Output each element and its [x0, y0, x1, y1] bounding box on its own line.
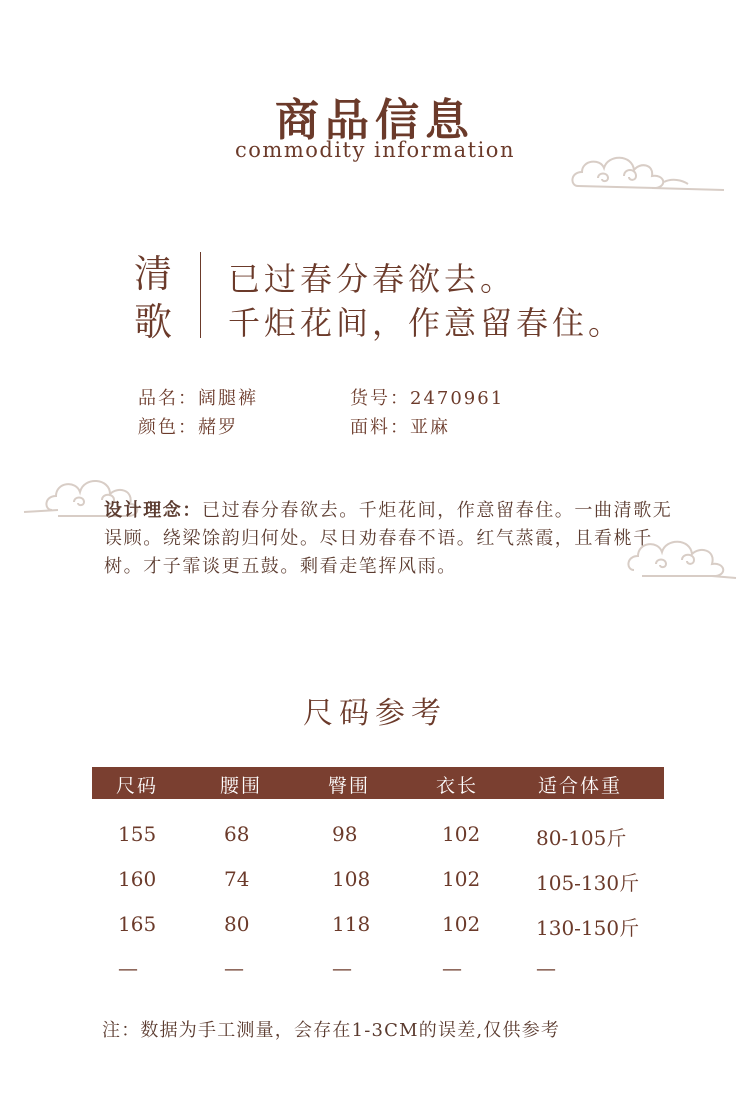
table-cell: — [224, 956, 244, 980]
product-name-value: 阔腿裤 [198, 388, 258, 409]
product-fabric-row [350, 413, 450, 439]
measurement-note: 注：数据为手工测量，会存在1-3CM的误差,仅供参考 [102, 1020, 561, 1041]
table-cell: 98 [332, 822, 358, 846]
size-table-header [92, 767, 664, 799]
table-cell: 155 [118, 822, 157, 846]
product-color-label: 颜色： [138, 417, 198, 438]
design-text: 已过春分春欲去。千炬花间，作意留春住。一曲清歌无误顾。绕梁馀韵归何处。尽日劝春春不语。红气蒸霞，且看桃千树。才子霏谈更五鼓。剩看走笔挥风雨。 [104, 500, 673, 577]
table-cell: — [332, 956, 352, 980]
design-concept [104, 497, 684, 581]
product-fabric-value: 亚麻 [410, 417, 450, 438]
product-name-row [138, 384, 258, 410]
table-cell: 80-105斤 [536, 826, 627, 850]
product-sku-label: 货号： [350, 388, 410, 409]
table-cell: 130-150斤 [536, 916, 640, 940]
table-cell: 160 [118, 867, 157, 891]
page-subtitle: commodity information [235, 138, 515, 162]
table-cell: — [118, 956, 138, 980]
header-cell: 衣长 [436, 775, 479, 797]
header-cell: 适合体重 [538, 775, 623, 797]
table-cell: 102 [442, 822, 481, 846]
header-cell: 臀围 [328, 775, 371, 797]
table-cell: 80 [224, 912, 250, 936]
table-cell: — [536, 956, 556, 980]
size-section-title: 尺码参考 [303, 696, 447, 731]
poem-line-2: 千炬花间，作意留春住。 [228, 304, 625, 342]
table-cell: 118 [332, 912, 371, 936]
product-color-row [138, 413, 238, 439]
poem-title [134, 250, 178, 346]
product-sku-row [350, 384, 504, 410]
table-cell: 68 [224, 822, 250, 846]
table-cell: 74 [224, 867, 250, 891]
design-label: 设计理念： [104, 500, 202, 521]
header-cell: 腰围 [220, 775, 263, 797]
product-fabric-label: 面料： [350, 417, 410, 438]
page-title: 商品信息 [275, 95, 475, 146]
poem-title-char: 歌 [134, 300, 173, 344]
table-cell: — [442, 956, 462, 980]
table-cell: 105-130斤 [536, 871, 640, 895]
header-cell: 尺码 [116, 775, 159, 797]
table-cell: 108 [332, 867, 371, 891]
product-sku-value: 2470961 [410, 388, 505, 409]
product-name-label: 品名： [138, 388, 198, 409]
poem-line-1: 已过春分春欲去。 [228, 260, 517, 298]
table-cell: 102 [442, 867, 481, 891]
table-cell: 165 [118, 912, 157, 936]
cloud-decoration-top-right [568, 148, 728, 198]
product-color-value: 赭罗 [198, 417, 238, 438]
poem-divider [200, 252, 201, 338]
table-cell: 102 [442, 912, 481, 936]
poem-title-char: 清 [134, 252, 173, 296]
